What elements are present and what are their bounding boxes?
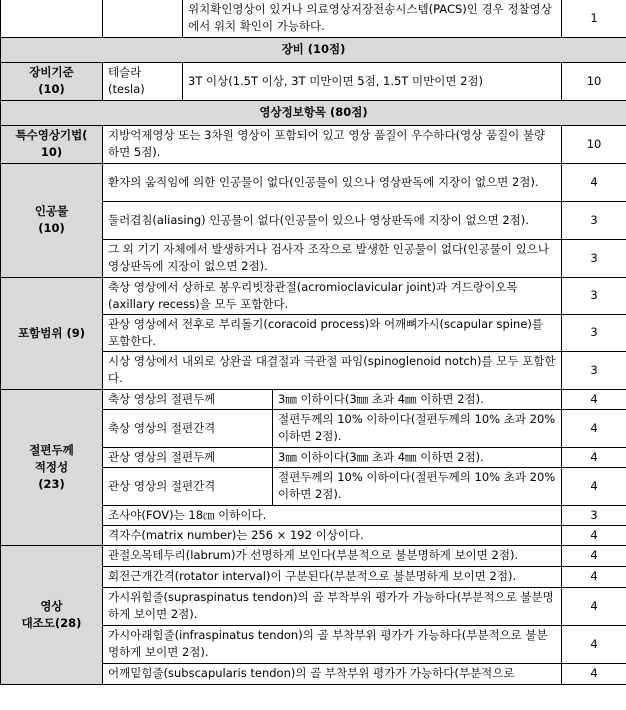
category-points: (10) xyxy=(38,221,65,235)
table-row xyxy=(1,545,626,566)
item-label: 테슬라 xyxy=(108,65,142,79)
category-label: 포함범위 (9) xyxy=(18,325,85,340)
category-label: 영상 xyxy=(40,598,63,613)
score-cell: 10 xyxy=(562,62,626,100)
score-cell: 3 xyxy=(562,239,626,277)
criteria-text: 지방억제영상 또는 3차원 영상이 포함되어 있고 영상 품질이 우수하다(영상 품질이 불량하면 5점). xyxy=(103,125,562,163)
criteria-text: 가시위힘줄(supraspinatus tendon)의 골 부착부위 평가가 가능하다(부분적으로 불분명하게 보이면 2점). xyxy=(103,587,562,625)
category-label: 장비기준 xyxy=(29,65,74,79)
category-cell xyxy=(1,163,103,277)
item-cell xyxy=(103,62,183,100)
table-row xyxy=(1,277,626,314)
score-cell: 4 xyxy=(562,566,626,587)
table-row xyxy=(1,389,626,409)
category-cell xyxy=(1,62,103,100)
score-cell: 3 xyxy=(562,351,626,389)
category-points: (23) xyxy=(38,476,65,491)
score-cell: 3 xyxy=(562,314,626,351)
item-label: 축상 영상의 절편간격 xyxy=(103,409,273,447)
score-cell: 4 xyxy=(562,545,626,566)
score-cell: 4 xyxy=(562,409,626,447)
criteria-text: 조사야(FOV)는 18㎝ 이하이다. xyxy=(103,505,562,525)
criteria-text: 절편두께의 10% 이하이다(절편두께의 10% 초과 20% 이하면 2점). xyxy=(273,467,562,505)
section-header xyxy=(1,100,626,125)
score-cell: 4 xyxy=(562,587,626,625)
criteria-text: 절편두께의 10% 이하이다(절편두께의 10% 초과 20% 이하면 2점). xyxy=(273,409,562,447)
category-label: 특수영상기법( xyxy=(15,128,88,142)
criteria-text: 3㎜ 이하이다(3㎜ 초과 4㎜ 이하면 2점). xyxy=(273,389,562,409)
criteria-text: 어깨밑힘줄(subscapularis tendon)의 골 부착부위 평가가 가능하다(부분적으로 xyxy=(103,663,562,684)
category-points: 10) xyxy=(40,145,63,159)
criteria-text: 회전근개간격(rotator interval)이 구분된다(부분적으로 불분명하게 보이면 2점). xyxy=(103,566,562,587)
section-title-image-info: 영상정보항목 (80점) xyxy=(1,100,626,125)
score-cell: 4 xyxy=(562,525,626,545)
item-sublabel: (tesla) xyxy=(108,82,145,96)
item-label: 관상 영상의 절편두께 xyxy=(103,447,273,467)
score-cell: 4 xyxy=(562,163,626,201)
table-row xyxy=(1,125,626,163)
criteria-text: 시상 영상에서 내외로 상완골 대결절과 극관절 파임(spinoglenoid notch)를 모두 포함한다. xyxy=(103,351,562,389)
criteria-text: 축상 영상에서 상하로 봉우리빗장관절(acromioclavicular joint)과 겨드랑이오목(axillary recess)을 모두 포함한다. xyxy=(103,277,562,314)
criteria-text: 3㎜ 이하이다(3㎜ 초과 4㎜ 이하면 2점). xyxy=(273,447,562,467)
table-row xyxy=(1,163,626,201)
score-cell: 4 xyxy=(562,389,626,409)
category-cell xyxy=(1,125,103,163)
criteria-text: 위치확인영상이 있거나 의료영상저장전송시스템(PACS)인 경우 정찰영상에서 위치 확인이 가능하다. xyxy=(183,0,562,37)
category-points: (10) xyxy=(38,82,65,96)
category-label: 적정성 xyxy=(34,459,69,474)
criteria-text: 그 외 기기 자체에서 발생하거나 검사자 조작으로 발생한 인공물이 없다(인공물이 있으나 영상판독에 지장이 없으면 2점). xyxy=(103,239,562,277)
score-cell: 10 xyxy=(562,125,626,163)
score-cell: 4 xyxy=(562,447,626,467)
score-cell: 3 xyxy=(562,505,626,525)
criteria-text: 관상 영상에서 전후로 부리돌기(coracoid process)와 어깨뼈가시(scapular spine)를 포함한다. xyxy=(103,314,562,351)
item-label: 관상 영상의 절편간격 xyxy=(103,467,273,505)
category-label: 대조도(28) xyxy=(21,615,82,630)
criteria-text: 관절오목테두리(labrum)가 선명하게 보인다(부분적으로 불분명하게 보이면 2점). xyxy=(103,545,562,566)
item-label: 축상 영상의 절편두께 xyxy=(103,389,273,409)
score-cell: 4 xyxy=(562,663,626,684)
criteria-text: 격자수(matrix number)는 256 × 192 이상이다. xyxy=(103,525,562,545)
score-cell: 4 xyxy=(562,625,626,663)
category-label: 절편두께 xyxy=(29,442,74,457)
criteria-text: 3T 이상(1.5T 이상, 3T 미만이면 5점, 1.5T 미만이면 2점) xyxy=(183,62,562,100)
category-cell xyxy=(1,389,103,545)
category-cell xyxy=(1,0,103,37)
category-cell xyxy=(1,545,103,684)
score-cell: 4 xyxy=(562,467,626,505)
category-label: 인공물 xyxy=(34,204,69,218)
category-cell xyxy=(1,277,103,389)
item-cell xyxy=(103,0,183,37)
section-title-equipment: 장비 (10점) xyxy=(1,37,626,62)
criteria-text: 둘러겹침(aliasing) 인공물이 없다(인공물이 있으나 영상판독에 지장이 없으면 2점). xyxy=(103,201,562,239)
criteria-text: 환자의 움직임에 의한 인공물이 없다(인공물이 있으나 영상판독에 지장이 없으면 2점). xyxy=(103,163,562,201)
score-cell: 3 xyxy=(562,201,626,239)
score-cell: 3 xyxy=(562,277,626,314)
criteria-text: 가시아래힘줄(infraspinatus tendon)의 골 부착부위 평가가 가능하다(부분적으로 불분명하게 보이면 2점). xyxy=(103,625,562,663)
table-row xyxy=(1,0,626,37)
table-row xyxy=(1,62,626,100)
score-cell: 1 xyxy=(562,0,626,37)
section-header xyxy=(1,37,626,62)
